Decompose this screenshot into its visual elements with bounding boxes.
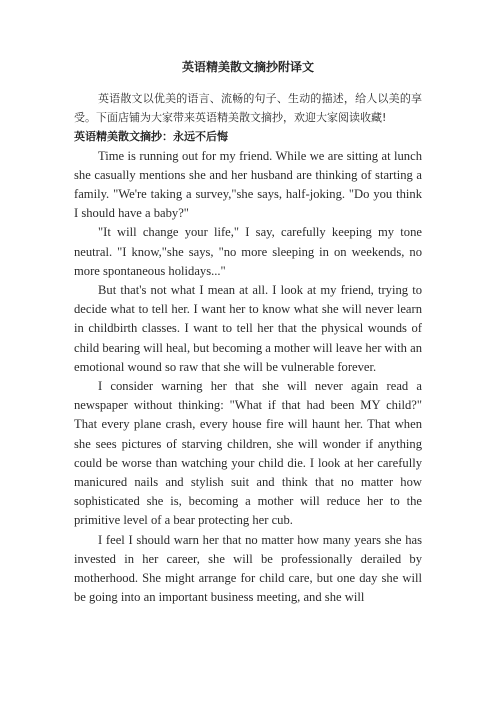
intro-paragraph: 英语散文以优美的语言、流畅的句子、生动的描述，给人以美的享受。下面店铺为大家带来英语精美散文摘抄，欢迎大家阅读收藏! bbox=[74, 92, 422, 125]
document-content bbox=[74, 58, 422, 607]
body-paragraph-5: I feel I should warn her that no matter how many years she has invested in her career, she will be professionally derailed by motherhood. She might arrange for child care, but one day she will be going into an important business meeting, and she will bbox=[74, 532, 422, 605]
body-paragraph-1: Time is running out for my friend. While we are sitting at lunch she casually mentions she and her husband are thinking of starting a family. "We're taking a survey,"she says, half-joking. "Do you think I should have a baby?" bbox=[74, 148, 422, 221]
body-paragraph-4: I consider warning her that she will never again read a newspaper without thinking: "What if that had been MY child?" That every plane crash, every house fire will haunt her. That when she sees pictures of starving children, she will wonder if anything could be worse than watching your child die. I look at her carefully manicured nails and stylish suit and think that no matter how sophisticated she is, becoming a mother will reduce her to the primitive level of a bear protecting her cub. bbox=[74, 379, 422, 528]
body-paragraph-2: "It will change your life," I say, carefully keeping my tone neutral. "I know,"she says, "no more sleeping in on weekends, no more spontaneous holidays..." bbox=[74, 225, 422, 278]
section-heading: 英语精美散文摘抄：永远不后悔 bbox=[74, 130, 228, 144]
document-title: 英语精美散文摘抄附译文 bbox=[181, 60, 314, 74]
body-paragraph-3: But that's not what I mean at all. I look at my friend, trying to decide what to tell her. I want her to know what she will never learn in childbirth classes. I want to tell her that the physical wounds of child bearing will heal, but becoming a mother will leave her with an emotional wound so raw that she will be vulnerable forever. bbox=[74, 283, 422, 374]
